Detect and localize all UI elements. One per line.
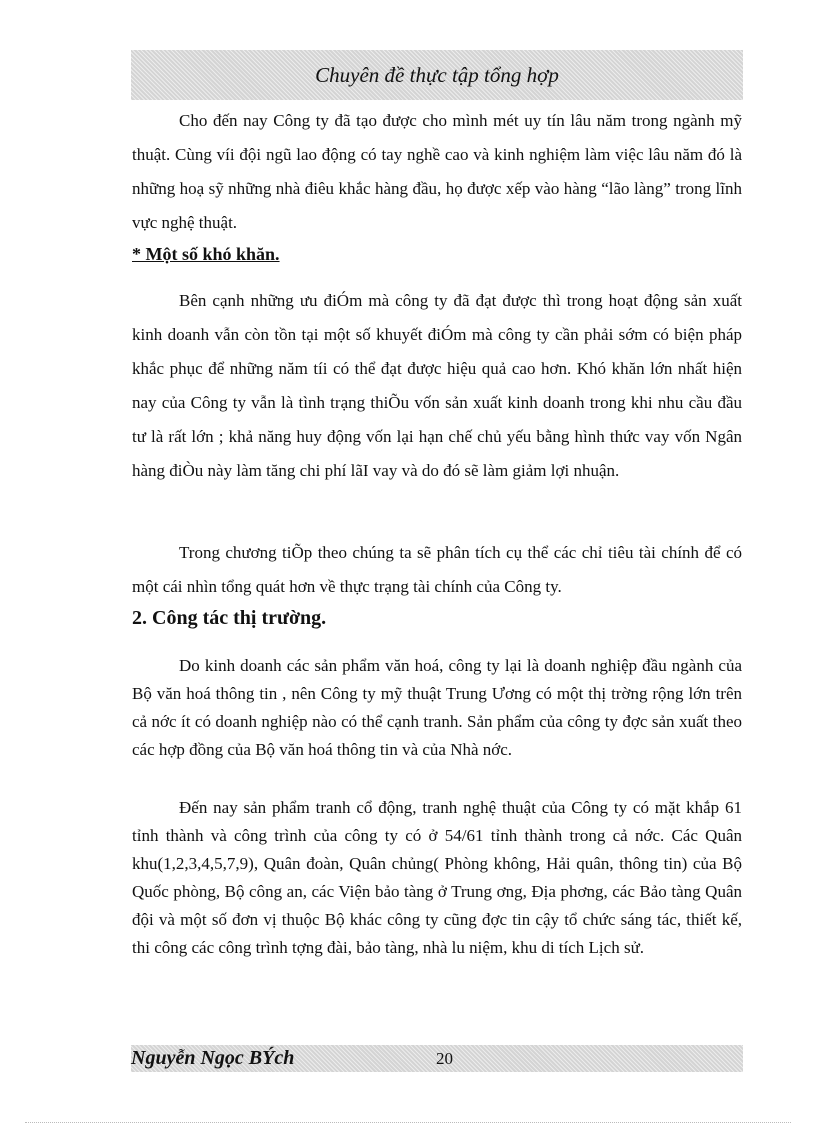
page-header: [131, 50, 743, 100]
paragraph-market-reach: Đến nay sản phẩm tranh cổ động, tranh nghệ thuật của Công ty có mặt khắp 61 tỉnh thành và công trình của công ty có ở 54/61 tỉnh thành trong cả nớc. Các Quân khu(1,2,3,4,5,7,9), Quân đoàn, Quân chủng( Phòng không, Hải quân, thông tin) của Bộ Quốc phòng, Bộ công an, các Viện bảo tàng ở Trung ơng, Địa phơng, các Bảo tàng Quân đội và một số đơn vị thuộc Bộ khác công ty cũng đợc tin cậy tổ chức sáng tác, thiết kế, thi công các công trình tợng đài, bảo tàng, nhà lu niệm, khu di tích Lịch sử.: [132, 798, 742, 957]
paragraph-next-chapter: Trong chương tiÕp theo chúng ta sẽ phân tích cụ thể các chỉ tiêu tài chính để có một cái nhìn tổng quát hơn về thực trạng tài chính của Công ty.: [132, 543, 742, 596]
header-title: Chuyên đề thực tập tổng hợp: [315, 62, 559, 87]
page-number: 20: [436, 1049, 453, 1068]
footer-author: Nguyễn Ngọc BÝch: [131, 1047, 295, 1069]
page-footer: [131, 1045, 743, 1072]
paragraph-reputation: Cho đến nay Công ty đã tạo được cho mình mét uy tín lâu năm trong ngành mỹ thuật. Cùng víi đội ngũ lao động có tay nghề cao và kinh nghiệm làm việc lâu năm đó là những hoạ sỹ những nhà điêu khắc hàng đầu, họ được xếp vào hàng “lão làng” trong lĩnh vực nghệ thuật.: [132, 111, 742, 232]
paragraph-market-intro: Do kinh doanh các sản phẩm văn hoá, công ty lại là doanh nghiệp đầu ngành của Bộ văn hoá thông tin , nên Công ty mỹ thuật Trung Ương có một thị trờng rộng lớn trên cả nớc ít có doanh nghiệp nào có thể cạnh tranh. Sản phẩm của công ty đợc sản xuất theo các hợp đồng của Bộ văn hoá thông tin và của Nhà nớc.: [132, 656, 742, 759]
paragraph-difficulties: Bên cạnh những ưu điÓm mà công ty đã đạt được thì trong hoạt động sản xuất kinh doanh vẫn còn tồn tại một số khuyết điÓm mà công ty cần phải sớm có biện pháp khắc phục để những năm tíi có thể đạt được hiệu quả cao hơn. Khó khăn lớn nhất hiện nay của Công ty vẫn là tình trạng thiÕu vốn sản xuất kinh doanh trong khi nhu cầu đầu tư là rất lớn ; khả năng huy động vốn lại hạn chế chủ yếu bằng hình thức vay vốn Ngân hàng điÒu này làm tăng chi phí lãI vay và do đó sẽ làm giảm lợi nhuận.: [132, 291, 742, 480]
section-heading-market: 2. Công tác thị trường.: [132, 607, 327, 629]
section-heading-difficulties: * Một số khó khăn.: [132, 244, 280, 264]
